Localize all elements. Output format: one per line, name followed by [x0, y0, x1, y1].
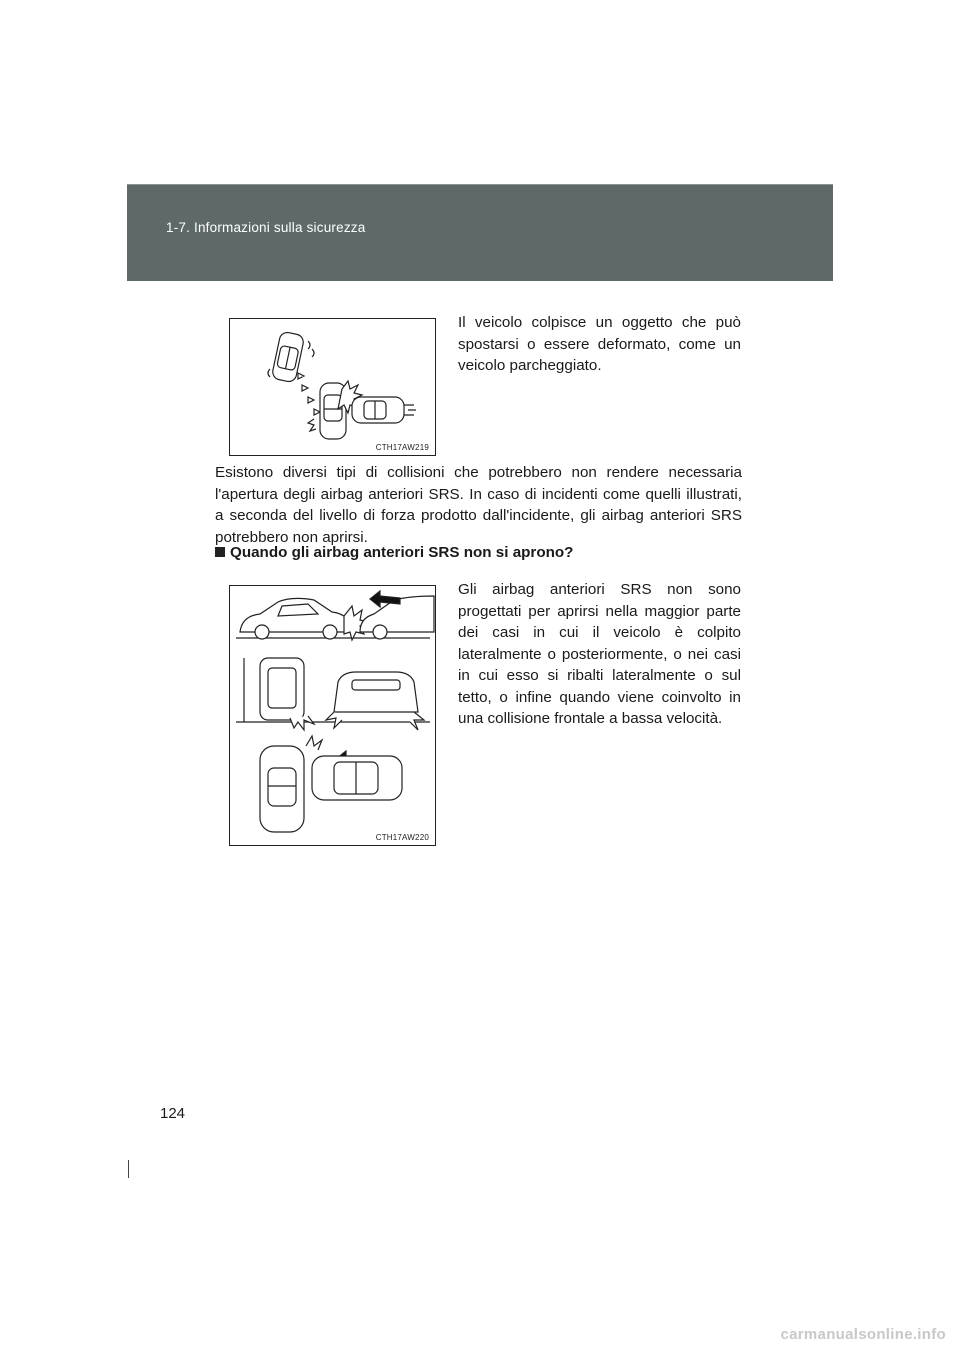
figure-code: CTH17AW219	[375, 443, 429, 452]
section-title: 1-7. Informazioni sulla sicurezza	[166, 220, 366, 235]
figure-collision-types	[229, 585, 436, 846]
figure-code: CTH17AW220	[375, 833, 429, 842]
square-bullet-icon	[215, 547, 225, 557]
page-number: 124	[160, 1105, 186, 1122]
collision-illustration-2	[230, 586, 435, 845]
margin-rule	[128, 1160, 129, 1178]
paragraph-collision-types: Esistono diversi tipi di collisioni che potrebbero non rendere necessaria l'apertura degli airbag anteriori SRS. In caso di incidenti come quelli illustrati, a seconda del livello di forza prodotto dall'incidente, gli airbag anteriori SRS potrebbero non aprirsi.	[215, 464, 742, 546]
header-top-line	[127, 184, 833, 185]
subheading	[215, 544, 573, 561]
collision-illustration-1	[230, 319, 435, 455]
paragraph-parked-vehicle: Il veicolo colpisce un oggetto che può spostarsi o essere deformato, come un veicolo parcheggiato.	[458, 314, 741, 374]
figure-collision-parked-vehicle	[229, 318, 436, 456]
subheading-text: Quando gli airbag anteriori SRS non si aprono?	[230, 544, 574, 561]
paragraph-airbag-not-deployed: Gli airbag anteriori SRS non sono progettati per aprirsi nella maggior parte dei casi in cui il veicolo è colpito lateralmente o posteriormente, o nei casi in cui esso si ribalti lateralmente o sul tetto, o infine quando viene coinvolto in una collisione frontale a bassa velocità.	[458, 581, 741, 727]
watermark: carmanualsonline.info	[780, 1326, 946, 1343]
